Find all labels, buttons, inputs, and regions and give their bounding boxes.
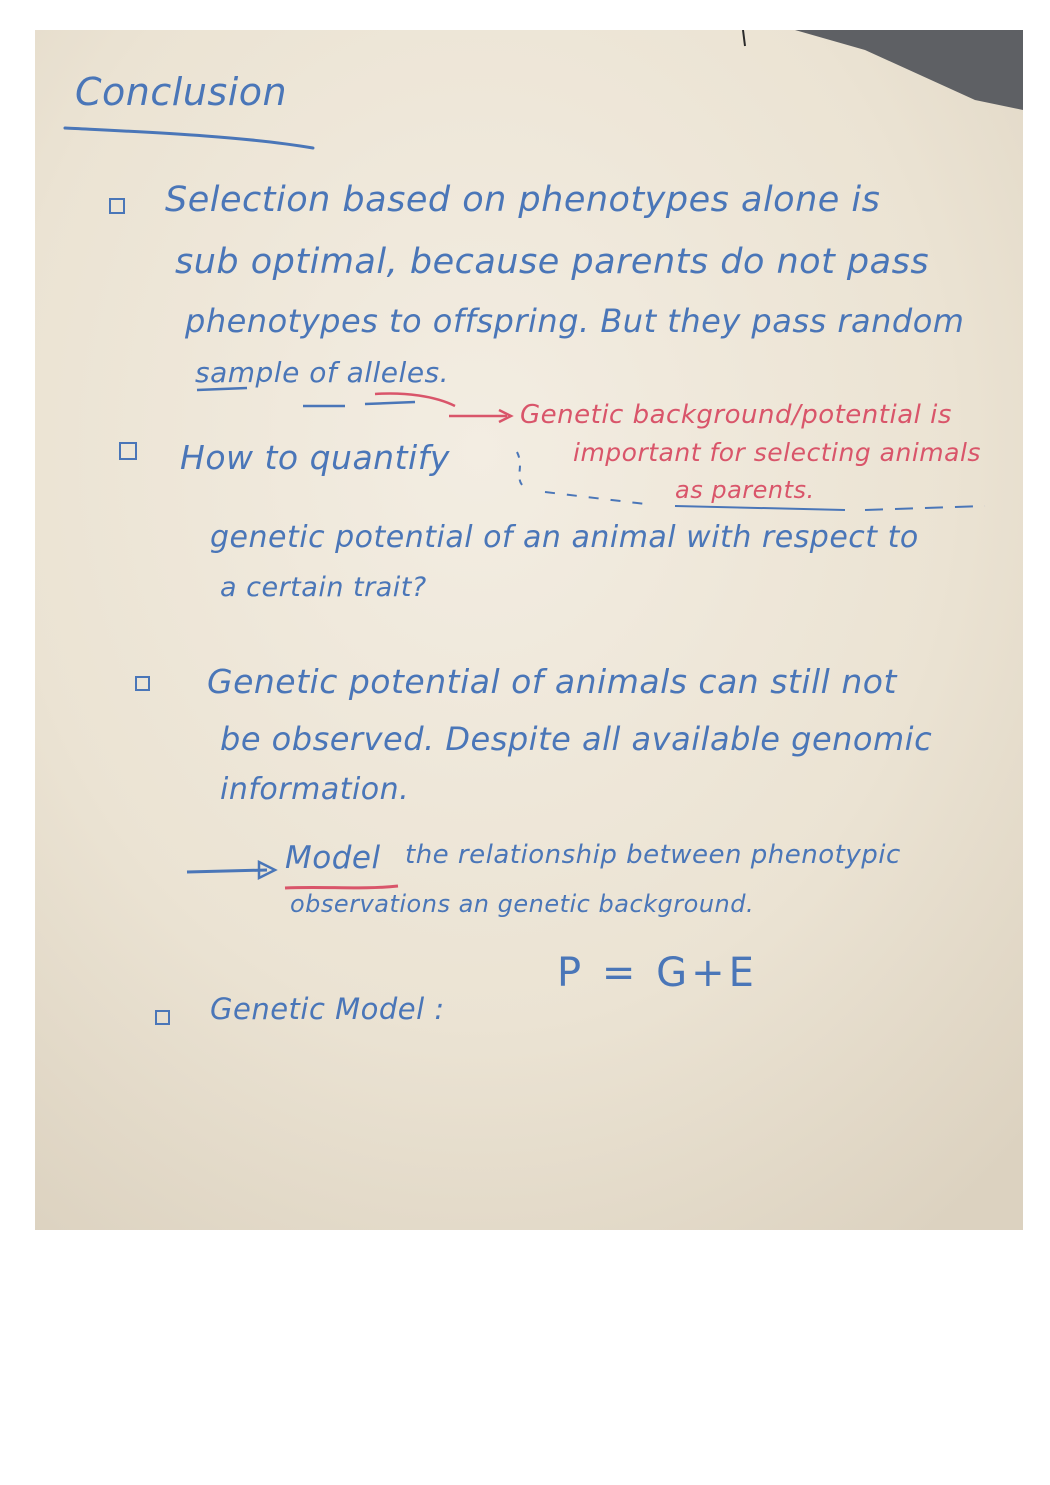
bullet-2-line-1: How to quantify bbox=[180, 438, 450, 477]
checkbox-icon bbox=[119, 442, 137, 460]
annotation-line-1: Genetic background/potential is bbox=[520, 400, 952, 430]
annotation-dashes bbox=[505, 448, 995, 528]
bullet-1-line-4: sample of alleles. bbox=[195, 356, 450, 389]
bullet-1-line-3: phenotypes to offspring. But they pass random bbox=[185, 302, 965, 340]
checkbox-icon bbox=[155, 1010, 170, 1025]
bullet-3-line-2: be observed. Despite all available genomic bbox=[220, 720, 933, 758]
bullet-3-sub-line-1: the relationship between phenotypic bbox=[405, 840, 901, 870]
heading: Conclusion bbox=[75, 70, 288, 114]
arrow-right-icon bbox=[183, 856, 293, 886]
bullet-3-sub-line-2: observations an genetic background. bbox=[290, 890, 755, 918]
bullet-3-line-3: information. bbox=[220, 772, 410, 807]
bullet-3-line-1: Genetic potential of animals can still not bbox=[207, 662, 897, 701]
bullet-1-line-2: sub optimal, because parents do not pass bbox=[175, 242, 930, 282]
genetic-model-formula: P = G+E bbox=[557, 950, 758, 996]
arrow-right-icon bbox=[445, 402, 525, 432]
bullet-1-line-1: Selection based on phenotypes alone is bbox=[165, 180, 881, 220]
genetic-model-label: Genetic Model : bbox=[210, 992, 445, 1026]
bullet-2-line-3: a certain trait? bbox=[220, 572, 427, 603]
annotation-line-3: as parents. bbox=[675, 476, 815, 504]
model-word: Model bbox=[285, 840, 381, 876]
heading-underline bbox=[63, 122, 323, 162]
annotation-line-2: important for selecting animals bbox=[573, 438, 981, 467]
checkbox-icon bbox=[135, 676, 150, 691]
whiteboard-photo bbox=[35, 30, 1023, 1230]
checkbox-icon bbox=[109, 198, 125, 214]
bullet-2-line-2: genetic potential of an animal with respect to bbox=[210, 520, 919, 555]
